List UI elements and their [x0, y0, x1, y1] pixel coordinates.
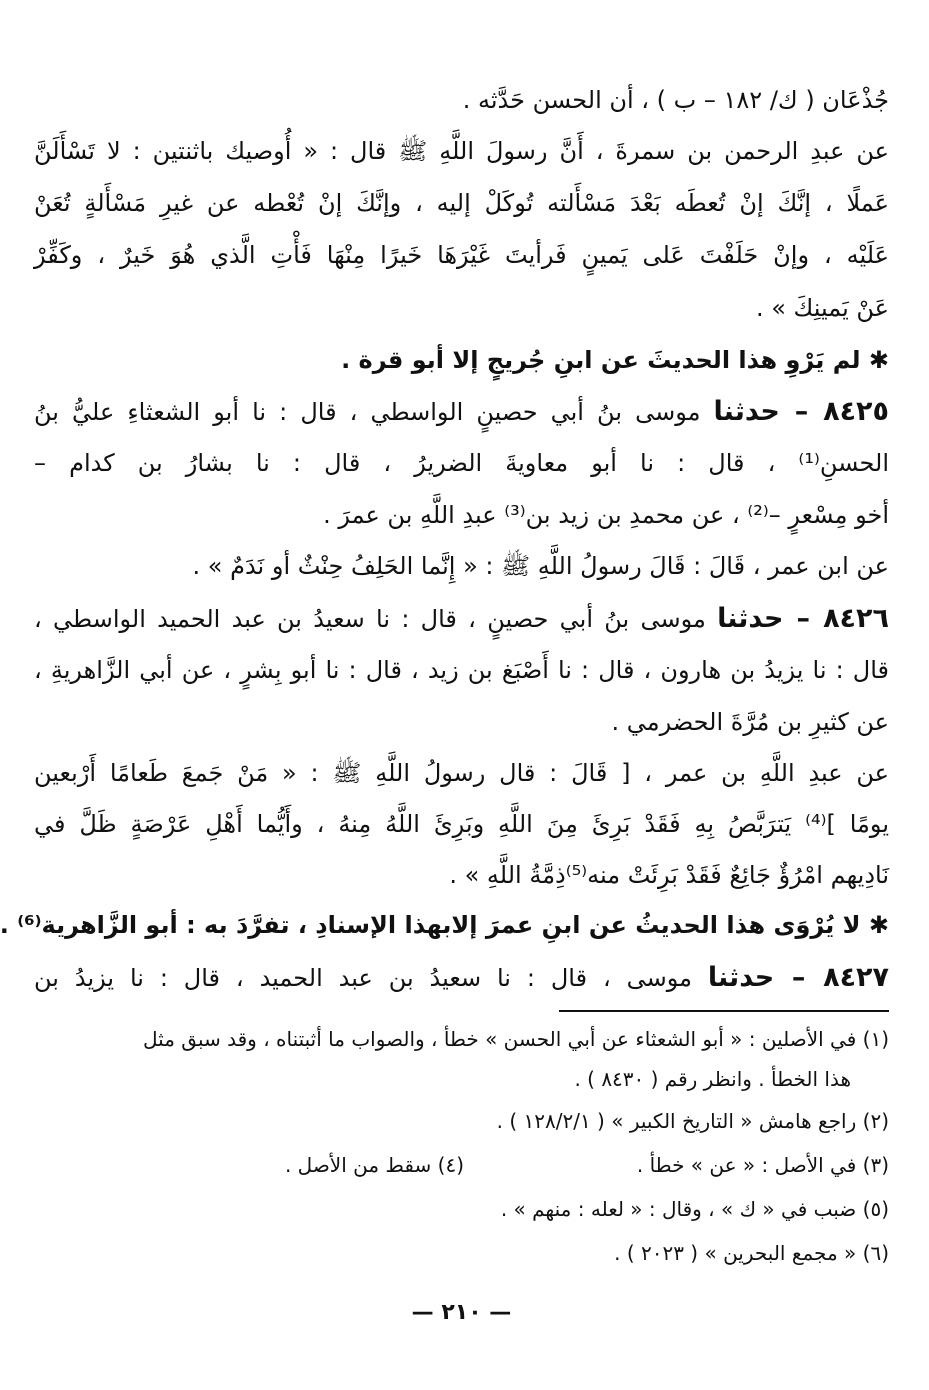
text-line: يومًا ]⁽⁴⁾ يَترَبَّصُ بِهِ فَقَدْ بَرِئَ مِنَ اللَّهِ وبَرِئَ اللَّهُ مِنهُ ، وأَيُّما أَهْلِ عَرْصَةٍ ظَلَّ في — [34, 810, 889, 838]
text-line: عن ابن عمر ، قَالَ : قَالَ رسولُ اللَّهِ ﷺ : « إِنَّما الحَلِفُ حِنْثٌ أو نَدَمٌ » . — [192, 552, 889, 580]
hadith-text: موسى بنُ أبي حصينٍ ، قال : نا سعيدُ بن عبد الحميد الواسطي ، — [34, 605, 718, 633]
text-line: عَملًا ، إنَّكَ إنْ تُعطَه بَعْدَ مَسْأَلته تُوكَلْ إليه ، وإنَّكَ إنْ تُعْطه عن غيرِ مَسْأَلةٍ تُعَنْ — [34, 189, 889, 217]
text-line: عن عبدِ الرحمن بن سمرةَ ، أَنَّ رسولَ اللَّهِ ﷺ قال : « أُوصيك باثنتين : لا تَسْأَلَنَّ — [34, 137, 889, 165]
hadith-heading-8427 — [34, 958, 889, 998]
text-line: عَنْ يَمينِكَ » . — [755, 294, 889, 322]
text-line: قال : نا يزيدُ بن هارون ، قال : نا أَصْبَغ بن زيد ، قال : نا أبو بِشرٍ ، عن أبي الزَّاهريةِ ، — [34, 656, 889, 684]
footnote-4: (٤) سقط من الأصل . — [284, 1153, 464, 1177]
footnote-1-continued: هذا الخطأ . وانظر رقم ( ٨٤٣٠ ) . — [574, 1067, 851, 1091]
footnote-6: (٦) « مجمع البحرين » ( ٢٠٢٣ ) . — [614, 1241, 889, 1265]
hadith-heading-8426 — [34, 599, 889, 639]
text-line: عن عبدِ اللَّهِ بن عمر ، [ قَالَ : قال رسولُ اللَّهِ ﷺ : « مَنْ جَمعَ طَعامًا أَرْبعين — [34, 759, 889, 787]
hadith-number: ٨٤٢٥ – حدثنا — [713, 396, 890, 427]
hadith-text: موسى ، قال : نا سعيدُ بن عبد الحميد ، قال : نا يزيدُ بن — [34, 964, 708, 992]
text-line: عن كثيرِ بن مُرَّةَ الحضرمي . — [611, 708, 889, 736]
hadith-text: موسى بنُ أبي حصينٍ الواسطي ، قال : نا أبو الشعثاءِ عليُّ بنُ — [34, 398, 714, 426]
footnote-3: (٣) في الأصل : « عن » خطأ . — [636, 1153, 889, 1177]
text-line: الحسنِ⁽¹⁾ ، قال : نا أبو معاويةَ الضريرُ ، قال : نا بشارُ بن كدام – — [34, 449, 889, 477]
page-number: — ٢١٠ — — [411, 1300, 512, 1325]
hadith-heading-8425 — [34, 392, 889, 432]
footnote-separator — [559, 1010, 889, 1012]
hadith-number: ٨٤٢٦ – حدثنا — [717, 603, 889, 634]
footnote-5: (٥) ضبب في « ك » ، وقال : « لعله : منهم » . — [500, 1197, 889, 1221]
hadith-number: ٨٤٢٧ – حدثنا — [707, 962, 890, 993]
text-line: أخو مِسْعرٍ –⁽²⁾ ، عن محمدِ بن زيد بن⁽³⁾ عبدِ اللَّهِ بن عمرَ . — [323, 501, 889, 529]
footnote-1: (١) في الأصلين : « أبو الشعثاء عن أبي الحسن » خطأ ، والصواب ما أثبتناه ، وقد سبق مثل — [143, 1027, 889, 1051]
text-line: نَادِيهم امْرُؤٌ جَائِعٌ فَقَدْ بَرِئَتْ منه⁽⁵⁾ذِمَّةُ اللَّهِ » . — [449, 861, 889, 889]
commentary-line: ✱ لا يُرْوَى هذا الحديثُ عن ابنِ عمرَ إلابهذا الإسنادِ ، تفرَّدَ به : أبو الزَّاهرية⁽⁶⁾ . — [0, 911, 889, 939]
commentary-line: ✱ لم يَرْوِ هذا الحديثَ عن ابنِ جُريجٍ إلا أبو قرة . — [341, 346, 889, 374]
text-line: جُذْعَان ( ك/ ١٨٢ – ب ) ، أن الحسن حَدَّثه . — [462, 86, 889, 114]
text-line: عَلَيْه ، وإنْ حَلَفْتَ عَلى يَمينٍ فَرأيتَ غَيْرَهَا خَيرًا مِنْهَا فَأْتِ الَّذي هُوَ خَيرٌ ، وكَفِّرْ — [34, 241, 889, 269]
footnote-2: (٢) راجع هامش « التاريخ الكبير » ( ١٢٨/٢/١ ) . — [496, 1109, 889, 1133]
